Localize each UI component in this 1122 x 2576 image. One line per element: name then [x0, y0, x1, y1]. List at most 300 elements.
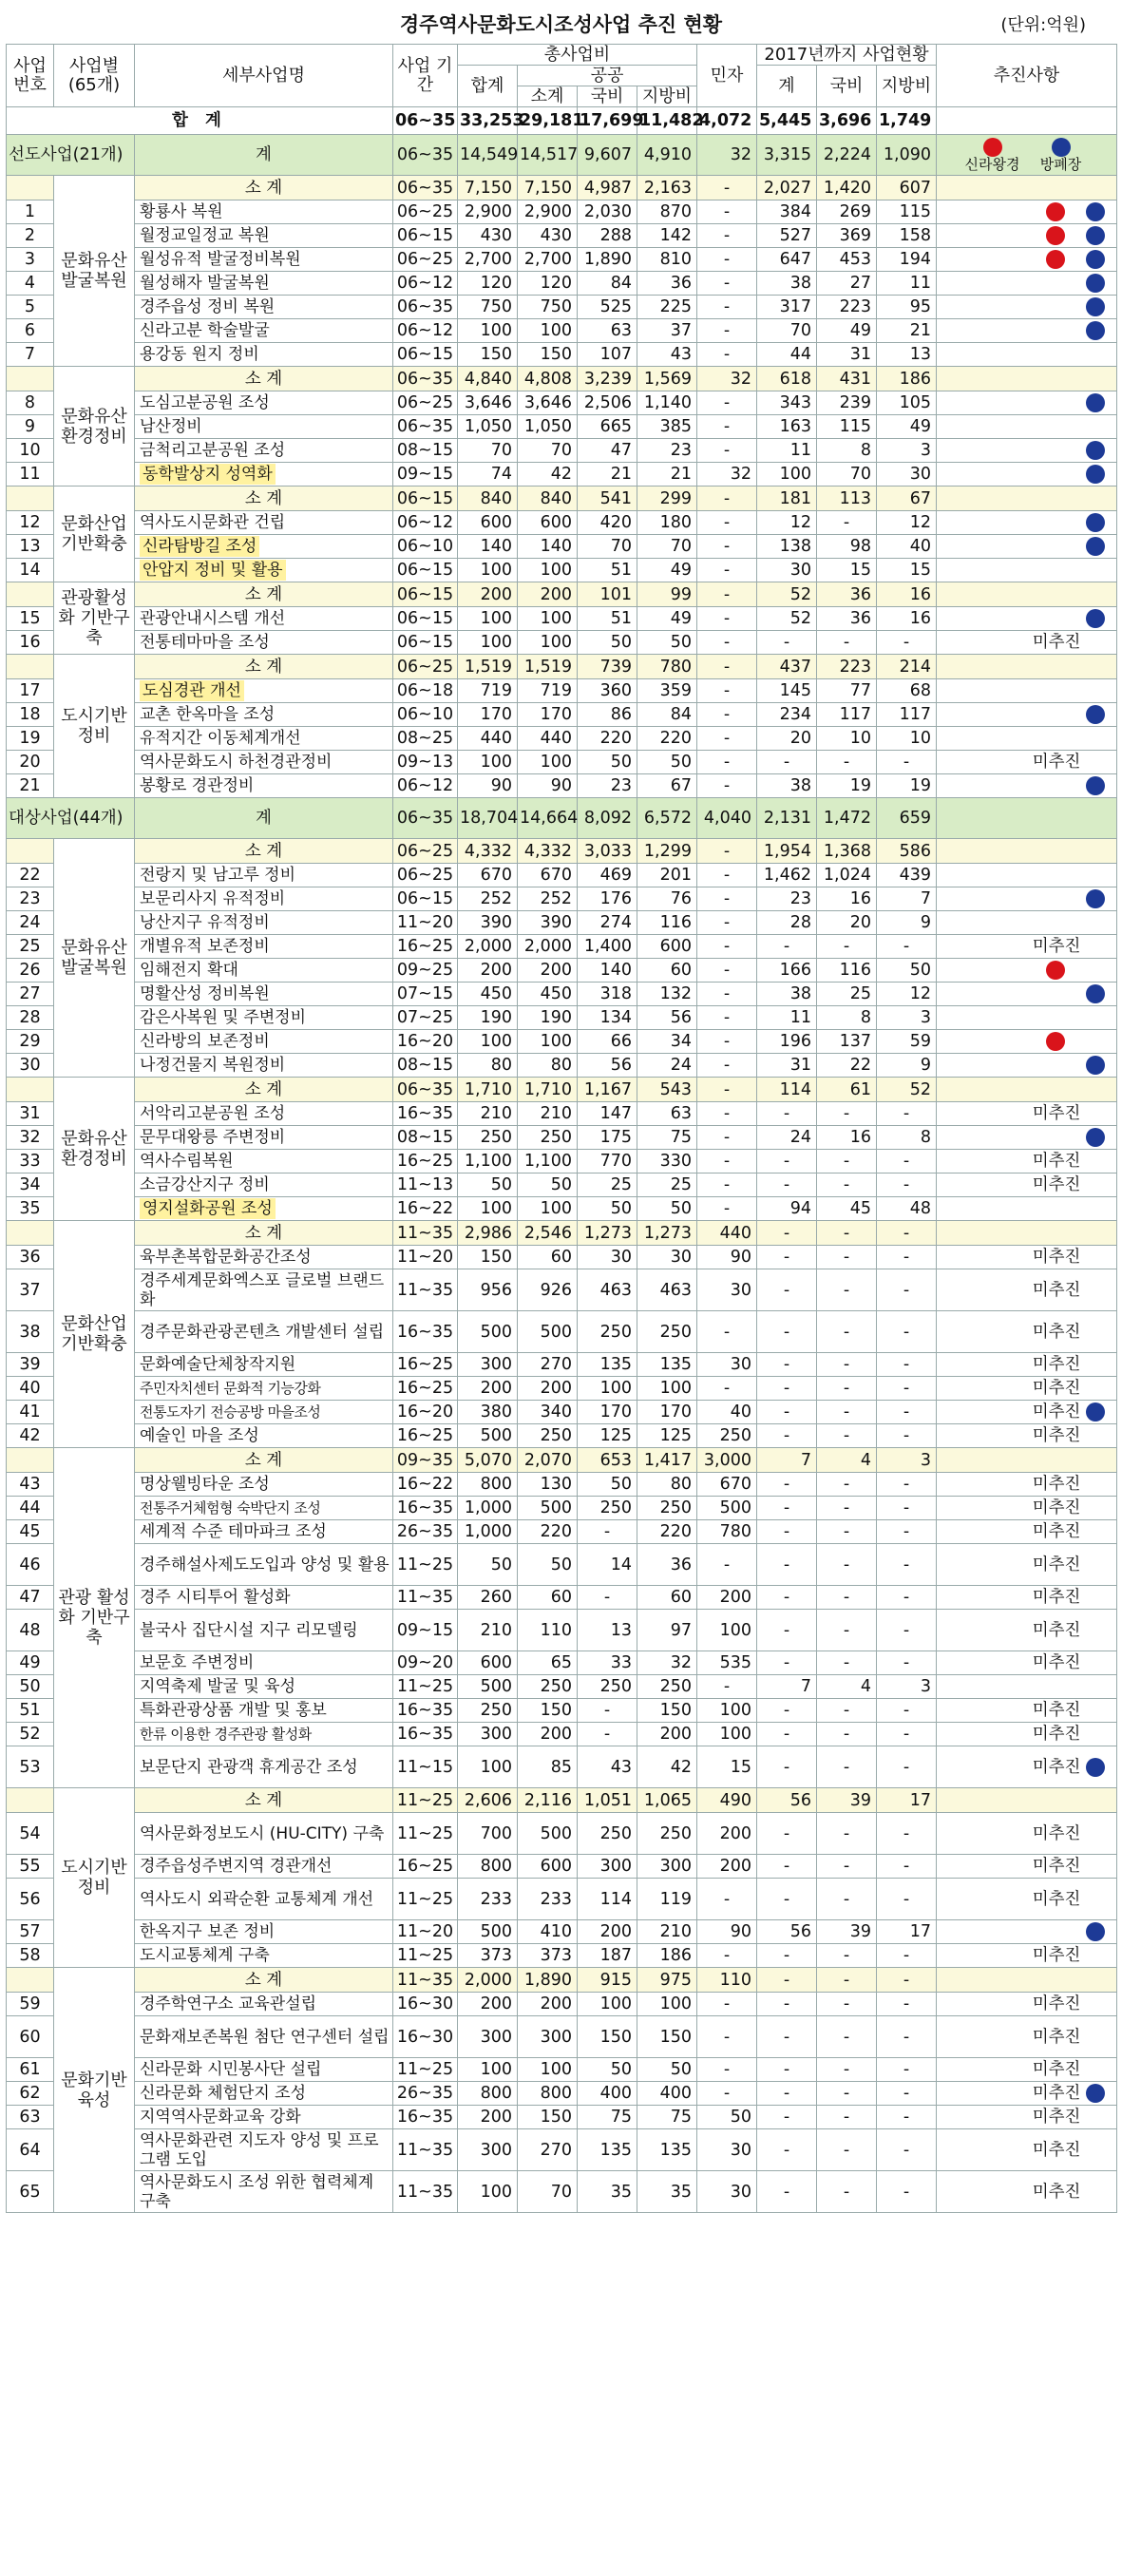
status-text: 미추진 [1032, 1701, 1081, 1720]
progress-cell [937, 1699, 1117, 1723]
project-name: 개별유적 보존정비 [135, 935, 393, 959]
period-cell: 09~25 [393, 959, 458, 983]
value-cell: 9,607 [578, 135, 637, 176]
value-cell: 50 [518, 1174, 578, 1197]
value-cell: - [817, 1377, 877, 1401]
value-cell: 80 [518, 1054, 578, 1078]
value-cell: 13 [877, 343, 937, 367]
value-cell: 100 [518, 2058, 578, 2082]
value-cell: 150 [637, 2016, 697, 2058]
period-cell: 06~35 [393, 176, 458, 200]
value-cell: - [877, 2171, 937, 2213]
value-cell: 1,050 [518, 415, 578, 439]
value-cell: - [757, 1746, 817, 1788]
project-name: 역사수림복원 [135, 1150, 393, 1174]
value-cell: 600 [458, 511, 518, 535]
project-name [135, 559, 393, 582]
value-cell: 21 [637, 463, 697, 487]
value-cell: - [817, 1651, 877, 1675]
value-cell: 170 [518, 703, 578, 727]
value-cell: 200 [518, 1377, 578, 1401]
highlighted-name: 영지설화공원 조성 [140, 1198, 276, 1219]
value-cell: 100 [458, 319, 518, 343]
value-cell: 30 [637, 1246, 697, 1269]
value-cell: 50 [637, 2058, 697, 2082]
value-cell: 94 [757, 1197, 817, 1221]
project-name: 신라고분 학술발굴 [135, 319, 393, 343]
value-cell: 100 [458, 2171, 518, 2213]
value-cell: - [877, 1401, 937, 1424]
value-cell: 586 [877, 839, 937, 864]
status-text: 미추진 [1032, 1653, 1081, 1672]
value-cell: 200 [458, 582, 518, 607]
status-text: 미추진 [1032, 753, 1081, 772]
value-cell: 3,033 [578, 839, 637, 864]
value-cell: 780 [637, 655, 697, 679]
table-row [7, 1610, 1117, 1651]
value-cell: 600 [518, 1855, 578, 1879]
period-cell: 09~15 [393, 1610, 458, 1651]
project-no: 2 [7, 224, 54, 248]
value-cell: - [757, 1699, 817, 1723]
value-cell: 12 [757, 511, 817, 535]
value-cell: 220 [637, 1520, 697, 1544]
subtotal-label: 소 계 [135, 1448, 393, 1473]
subtotal-label: 소 계 [135, 1221, 393, 1246]
value-cell: 50 [578, 751, 637, 774]
value-cell: 340 [518, 1401, 578, 1424]
value-cell: 100 [637, 1993, 697, 2016]
value-cell: 2,506 [578, 391, 637, 415]
table-row [7, 224, 1117, 248]
status-text: 미추진 [1032, 1725, 1081, 1744]
value-cell: 42 [518, 463, 578, 487]
value-cell: - [877, 1651, 937, 1675]
group-subtotal-row [7, 1078, 1117, 1102]
progress-cell [937, 1150, 1117, 1174]
value-cell: 10 [877, 727, 937, 751]
value-cell: 34 [637, 1030, 697, 1054]
period-cell: 26~35 [393, 1520, 458, 1544]
period-cell: 16~25 [393, 1424, 458, 1448]
value-cell: 2,030 [578, 200, 637, 224]
value-cell: 239 [817, 391, 877, 415]
value-cell: - [697, 511, 757, 535]
value-cell: 35 [578, 2171, 637, 2213]
section-total-label: 계 [135, 135, 393, 176]
value-cell: 647 [757, 248, 817, 272]
project-name: 월성해자 발굴복원 [135, 272, 393, 296]
period-cell: 06~25 [393, 248, 458, 272]
value-cell: - [817, 1311, 877, 1353]
value-cell: 11,482 [637, 107, 697, 135]
period-cell: 11~20 [393, 1920, 458, 1944]
value-cell: 390 [458, 911, 518, 935]
value-cell: - [697, 655, 757, 679]
table-row [7, 1497, 1117, 1520]
project-no: 15 [7, 607, 54, 631]
col-period: 사업 기간 [393, 45, 458, 107]
value-cell: 369 [817, 224, 877, 248]
period-cell: 07~25 [393, 1006, 458, 1030]
value-cell: - [697, 1197, 757, 1221]
project-no: 50 [7, 1675, 54, 1699]
project-no: 7 [7, 343, 54, 367]
period-cell: 16~35 [393, 1723, 458, 1746]
table-row [7, 679, 1117, 703]
project-name [135, 535, 393, 559]
value-cell: 260 [458, 1586, 518, 1610]
value-cell: 100 [518, 1030, 578, 1054]
project-name: 교촌 한옥마을 조성 [135, 703, 393, 727]
period-cell: 11~35 [393, 1221, 458, 1246]
value-cell: 142 [637, 224, 697, 248]
value-cell: - [697, 1006, 757, 1030]
value-cell: 956 [458, 1269, 518, 1311]
period-cell: 06~12 [393, 272, 458, 296]
value-cell: 190 [518, 1006, 578, 1030]
project-name: 보문리사지 유적정비 [135, 887, 393, 911]
value-cell: - [757, 1968, 817, 1993]
period-cell: 16~25 [393, 935, 458, 959]
value-cell: 870 [637, 200, 697, 224]
value-cell: 2,000 [458, 935, 518, 959]
value-cell: 70 [518, 2171, 578, 2213]
value-cell: 600 [458, 1651, 518, 1675]
value-cell: 7 [877, 887, 937, 911]
project-no: 65 [7, 2171, 54, 2213]
group-name: 관광활성화 기반구축 [54, 582, 135, 655]
value-cell: 2,986 [458, 1221, 518, 1246]
value-cell: 1,519 [458, 655, 518, 679]
period-cell: 06~10 [393, 703, 458, 727]
status-text: 미추진 [1032, 1757, 1081, 1777]
value-cell: 99 [637, 582, 697, 607]
progress-cell [937, 911, 1117, 935]
table-row [7, 1813, 1117, 1855]
value-cell: 9 [877, 1054, 937, 1078]
value-cell: - [757, 1993, 817, 2016]
period-cell: 11~25 [393, 1813, 458, 1855]
value-cell: 50 [877, 959, 937, 983]
no-cell [7, 487, 54, 511]
value-cell: 223 [817, 296, 877, 319]
value-cell: - [697, 864, 757, 887]
project-no: 39 [7, 1353, 54, 1377]
value-cell: - [877, 2016, 937, 2058]
value-cell: - [697, 911, 757, 935]
period-cell: 06~35 [393, 798, 458, 839]
value-cell: 66 [578, 1030, 637, 1054]
progress-cell [937, 2058, 1117, 2082]
period-cell: 09~35 [393, 1448, 458, 1473]
value-cell: - [697, 391, 757, 415]
value-cell: 187 [578, 1944, 637, 1968]
progress-cell [937, 1102, 1117, 1126]
value-cell: - [697, 2016, 757, 2058]
value-cell: 11 [877, 272, 937, 296]
value-cell: 114 [578, 1879, 637, 1920]
progress-cell [937, 1855, 1117, 1879]
project-no: 41 [7, 1401, 54, 1424]
value-cell: 116 [637, 911, 697, 935]
value-cell: - [697, 559, 757, 582]
unit-label: (단위:억원) [1000, 15, 1086, 35]
value-cell: - [697, 1102, 757, 1126]
value-cell: 50 [637, 1197, 697, 1221]
progress-cell [937, 727, 1117, 751]
value-cell: 100 [458, 631, 518, 655]
value-cell: - [817, 1269, 877, 1311]
value-cell: 138 [757, 535, 817, 559]
col-until-2017: 2017년까지 사업현황 [757, 45, 937, 66]
value-cell: 50 [578, 631, 637, 655]
table-row [7, 2016, 1117, 2058]
value-cell: - [877, 1353, 937, 1377]
period-cell: 06~12 [393, 774, 458, 798]
value-cell: 14,664 [518, 798, 578, 839]
value-cell: 150 [518, 2106, 578, 2129]
value-cell: 1,472 [817, 798, 877, 839]
project-no: 1 [7, 200, 54, 224]
blue-dot-icon [1086, 513, 1105, 532]
project-name: 용강동 원지 정비 [135, 343, 393, 367]
value-cell: 233 [458, 1879, 518, 1920]
value-cell: 8 [817, 439, 877, 463]
value-cell: - [757, 1377, 817, 1401]
status-text: 미추진 [1032, 2108, 1081, 2127]
progress-cell [937, 655, 1117, 679]
value-cell: - [757, 1879, 817, 1920]
period-cell: 11~35 [393, 1269, 458, 1311]
project-name: 남산정비 [135, 415, 393, 439]
table-row [7, 2082, 1117, 2106]
value-cell: - [817, 1174, 877, 1197]
value-cell: 115 [817, 415, 877, 439]
project-name: 경주학연구소 교육관설립 [135, 1993, 393, 2016]
table-row [7, 439, 1117, 463]
blue-dot-icon [1086, 1758, 1105, 1777]
project-name: 신라문화 체험단지 조성 [135, 2082, 393, 2106]
value-cell: 450 [518, 983, 578, 1006]
value-cell: - [877, 1424, 937, 1448]
value-cell: 500 [518, 1813, 578, 1855]
project-no: 64 [7, 2129, 54, 2171]
progress-cell [937, 1353, 1117, 1377]
value-cell: - [817, 1746, 877, 1788]
value-cell: 135 [578, 1353, 637, 1377]
value-cell: - [757, 1311, 817, 1353]
value-cell: 1,417 [637, 1448, 697, 1473]
period-cell: 06~35 [393, 415, 458, 439]
group-name: 문화유산 환경정비 [54, 1078, 135, 1221]
project-no: 62 [7, 2082, 54, 2106]
value-cell: - [697, 1944, 757, 1968]
value-cell: 915 [578, 1968, 637, 1993]
value-cell: 21 [578, 463, 637, 487]
value-cell: - [817, 1944, 877, 1968]
value-cell: - [817, 1353, 877, 1377]
value-cell: 14 [578, 1544, 637, 1586]
project-name: 한옥지구 보존 정비 [135, 1920, 393, 1944]
value-cell: 225 [637, 296, 697, 319]
status-text: 미추진 [1032, 1402, 1081, 1422]
value-cell: 32 [697, 135, 757, 176]
value-cell: 100 [458, 1746, 518, 1788]
table-row [7, 1699, 1117, 1723]
value-cell: 36 [637, 272, 697, 296]
table-row [7, 1544, 1117, 1586]
no-cell [7, 839, 54, 864]
progress-cell [937, 1473, 1117, 1497]
value-cell: 384 [757, 200, 817, 224]
value-cell: 1,420 [817, 176, 877, 200]
progress-cell [937, 487, 1117, 511]
project-name: 도시교통체계 구축 [135, 1944, 393, 1968]
value-cell: - [817, 2058, 877, 2082]
grand-total-label: 합 계 [7, 107, 393, 135]
project-no: 61 [7, 2058, 54, 2082]
value-cell: 2,163 [637, 176, 697, 200]
value-cell: 49 [637, 607, 697, 631]
legend-blue-label: 방폐장 [1039, 156, 1082, 173]
value-cell: 380 [458, 1401, 518, 1424]
blue-dot-icon [1086, 1922, 1105, 1941]
value-cell: 490 [697, 1788, 757, 1813]
value-cell: 800 [458, 2082, 518, 2106]
value-cell: 12 [877, 511, 937, 535]
progress-cell [937, 1993, 1117, 2016]
value-cell: 200 [697, 1813, 757, 1855]
progress-cell [937, 1221, 1117, 1246]
subtotal-label: 소 계 [135, 839, 393, 864]
value-cell: 140 [458, 535, 518, 559]
project-no: 63 [7, 2106, 54, 2129]
value-cell: 250 [578, 1311, 637, 1353]
value-cell: - [817, 511, 877, 535]
value-cell: 98 [817, 535, 877, 559]
value-cell: 50 [458, 1174, 518, 1197]
value-cell: - [757, 1651, 817, 1675]
value-cell: - [697, 679, 757, 703]
table-row [7, 1675, 1117, 1699]
value-cell: - [697, 1150, 757, 1174]
progress-cell [937, 983, 1117, 1006]
value-cell: 400 [637, 2082, 697, 2106]
value-cell: 2,900 [458, 200, 518, 224]
value-cell: - [817, 1993, 877, 2016]
value-cell: 50 [578, 1473, 637, 1497]
value-cell: - [697, 582, 757, 607]
value-cell: - [817, 1610, 877, 1651]
progress-cell [937, 343, 1117, 367]
value-cell: - [877, 1544, 937, 1586]
blue-dot-icon [1086, 2084, 1105, 2103]
blue-dot-icon [1086, 1128, 1105, 1147]
period-cell: 11~20 [393, 1246, 458, 1269]
value-cell: 2,131 [757, 798, 817, 839]
period-cell: 08~15 [393, 1054, 458, 1078]
progress-cell [937, 1544, 1117, 1586]
value-cell: 1,890 [578, 248, 637, 272]
value-cell: 67 [637, 774, 697, 798]
value-cell: 30 [757, 559, 817, 582]
table-row [7, 959, 1117, 983]
value-cell: - [697, 1078, 757, 1102]
value-cell: 196 [757, 1030, 817, 1054]
col-total-budget: 총사업비 [458, 45, 697, 66]
value-cell: 56 [757, 1788, 817, 1813]
value-cell: 410 [518, 1920, 578, 1944]
value-cell: 1,167 [578, 1078, 637, 1102]
value-cell: 166 [757, 959, 817, 983]
group-subtotal-row [7, 487, 1117, 511]
value-cell: 27 [817, 272, 877, 296]
project-no: 40 [7, 1377, 54, 1401]
value-cell: - [817, 631, 877, 655]
progress-cell [937, 1448, 1117, 1473]
value-cell: - [817, 1699, 877, 1723]
value-cell: 15 [817, 559, 877, 582]
value-cell: - [697, 607, 757, 631]
value-cell: 11 [757, 1006, 817, 1030]
group-subtotal-row [7, 655, 1117, 679]
progress-cell [937, 1197, 1117, 1221]
value-cell: 1,090 [877, 135, 937, 176]
value-cell: 500 [518, 1497, 578, 1520]
value-cell: 76 [637, 887, 697, 911]
period-cell: 06~15 [393, 559, 458, 582]
no-cell [7, 1968, 54, 1993]
value-cell: 100 [757, 463, 817, 487]
project-name: 역사문화도시 조성 위한 협력체계 구축 [135, 2171, 393, 2213]
value-cell: - [757, 631, 817, 655]
project-name: 역사문화도시 하천경관정비 [135, 751, 393, 774]
value-cell: 23 [578, 774, 637, 798]
table-row [7, 1030, 1117, 1054]
value-cell: 125 [637, 1424, 697, 1448]
value-cell: 100 [458, 751, 518, 774]
project-no: 23 [7, 887, 54, 911]
group-name: 문화산업 기반확충 [54, 487, 135, 582]
table-row [7, 1746, 1117, 1788]
progress-cell [937, 559, 1117, 582]
value-cell: - [877, 1174, 937, 1197]
value-cell: - [757, 1586, 817, 1610]
table-row [7, 1246, 1117, 1269]
progress-cell [937, 1424, 1117, 1448]
project-no: 38 [7, 1311, 54, 1353]
project-name: 세계적 수준 테마파크 조성 [135, 1520, 393, 1544]
value-cell: - [817, 1586, 877, 1610]
col-category: 사업별 (65개) [54, 45, 135, 107]
period-cell: 06~15 [393, 582, 458, 607]
value-cell: 17,699 [578, 107, 637, 135]
progress-cell [937, 631, 1117, 655]
value-cell: - [697, 703, 757, 727]
table-row [7, 1879, 1117, 1920]
value-cell: 84 [637, 703, 697, 727]
value-cell: 115 [877, 200, 937, 224]
value-cell: - [697, 935, 757, 959]
project-no: 58 [7, 1944, 54, 1968]
period-cell: 08~15 [393, 439, 458, 463]
progress-cell [937, 1610, 1117, 1651]
table-row [7, 935, 1117, 959]
progress-cell [937, 1723, 1117, 1746]
col-no: 사업 번호 [7, 45, 54, 107]
value-cell: - [877, 1879, 937, 1920]
